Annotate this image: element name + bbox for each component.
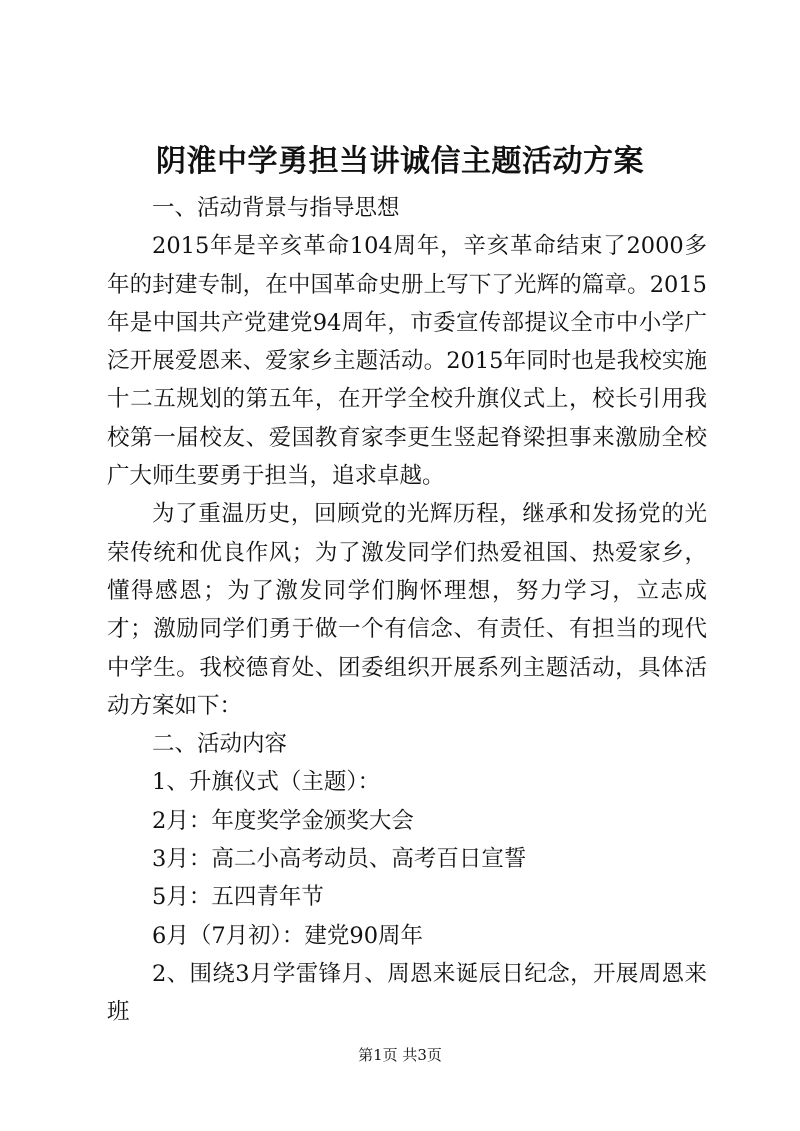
list-item-flag-ceremony: 1、升旗仪式（主题）： bbox=[152, 769, 381, 796]
list-item-june: 6月（7月初）：建党90周年 bbox=[152, 922, 424, 949]
paragraph-background: 2015年是辛亥革命104周年，辛亥革命结束了2000多年的封建专制，在中国革命史册上写下了光辉的篇章。2015年是中国共产党建党94周年，市委宣传部提议全市中小学广泛开展爱恩来、爱家乡主题活动。2015年同时也是我校实施十二五规划的第五年，在开学全校升旗仪式上，校长引用我校第一届校友、爱国教育家李更生竖起脊梁担事来激励全校广大师生要勇于担当，追求卓越。 bbox=[107, 233, 707, 490]
list-item-february: 2月：年度奖学金颁奖大会 bbox=[152, 807, 414, 834]
list-item-may: 5月：五四青年节 bbox=[152, 884, 324, 911]
list-item-march: 3月：高二小高考动员、高考百日宣誓 bbox=[152, 846, 527, 873]
list-item-activity-2: 2、围绕3月学雷锋月、周恩来诞辰日纪念，开展周恩来班 bbox=[107, 960, 707, 1026]
section-heading-background: 一、活动背景与指导思想 bbox=[152, 195, 400, 221]
page-number-footer: 第1页 共3页 bbox=[358, 1046, 442, 1064]
document-body bbox=[107, 189, 707, 1032]
paragraph-purpose: 为了重温历史，回顾党的光辉历程，继承和发扬党的光荣传统和优良作风；为了激发同学们热爱祖国、热爱家乡，懂得感恩；为了激发同学们胸怀理想，努力学习，立志成才；激励同学们勇于做一个有信念、有责任、有担当的现代中学生。我校德育处、团委组织开展系列主题活动，具体活动方案如下： bbox=[107, 501, 707, 719]
section-heading-content: 二、活动内容 bbox=[152, 731, 288, 758]
document-title: 阴淮中学勇担当讲诚信主题活动方案 bbox=[156, 144, 644, 179]
